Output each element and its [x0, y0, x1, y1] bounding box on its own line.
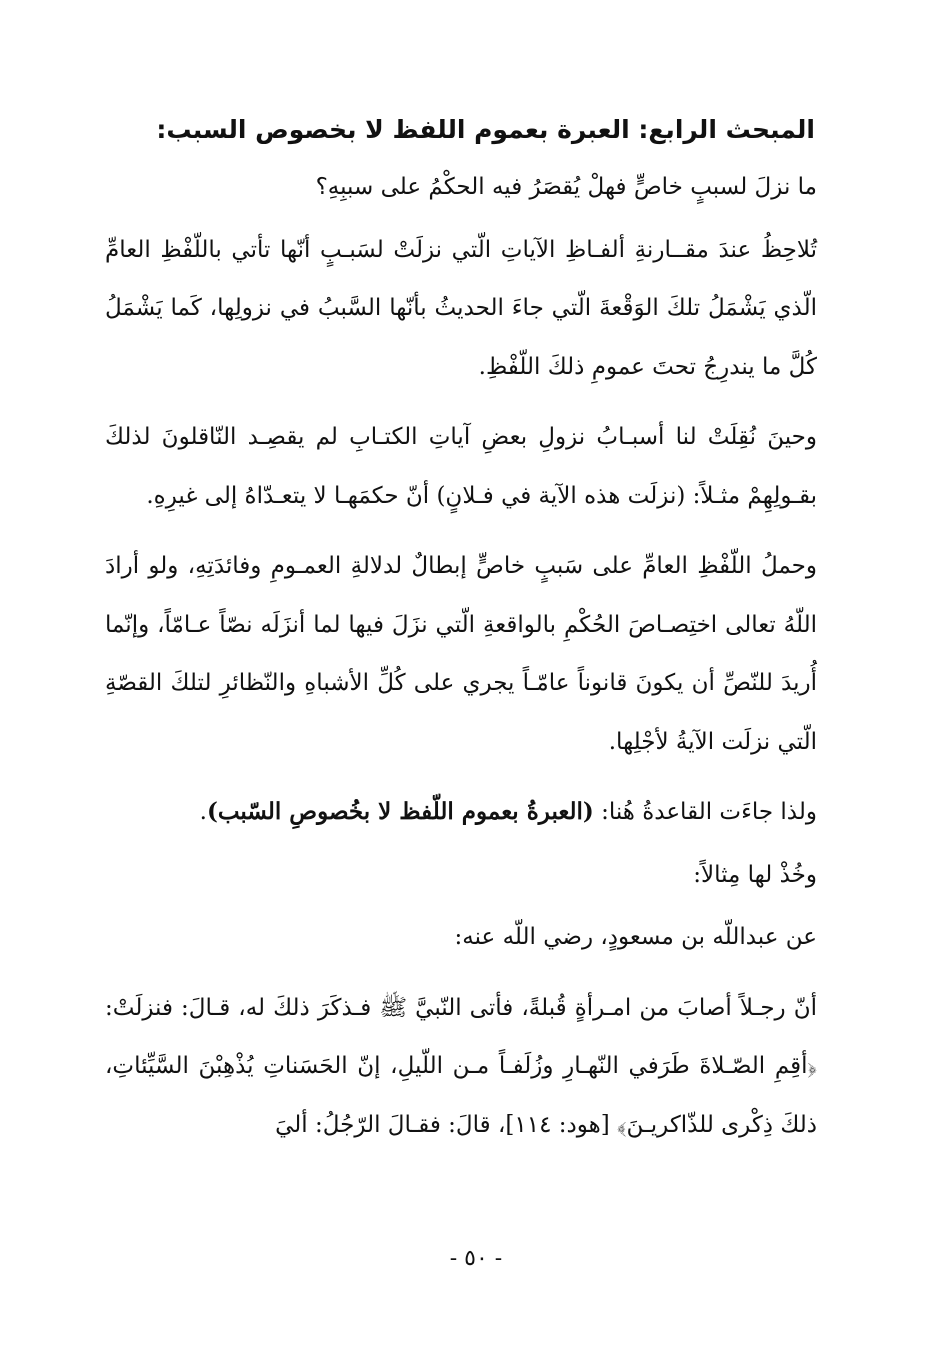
body-paragraph: وحينَ نُقِلَتْ لنا أسبـابُ نزولِ بعضِ آياتِ الكتـابِ لم يقصِـد النّاقلونَ لذلكَ بقـولِهِمْ مثـلاً: (نزلَت هذه الآية في فـلانٍ) أنّ حكمَهـا لا يتعـدّاهُ إلى غيرِهِ.	[105, 424, 817, 509]
section-heading: المبحث الرابع: العبرة بعموم اللفظ لا بخصوص السبب:	[156, 115, 815, 144]
question-paragraph: ما نزلَ لسببٍ خاصٍّ فهلْ يُقصَرُ فيه الحكْمُ على سببِهِ؟	[315, 174, 817, 200]
rule-paragraph	[105, 783, 817, 842]
rule-prefix: ولذا جاءَت القاعدةُ هُنا:	[593, 799, 817, 825]
body-paragraph: وحملُ اللّفْظِ العامِّ على سَببٍ خاصٍّ إبطالٌ لدلالةِ العمـومِ وفائدَتِهِ، ولو أرادَ اللّهُ تعالى اختِصـاصَ الحُكْمِ بالواقعةِ الّتي نزَلَ فيها لما أنزَلَه نصّاً عـامّاً، وإنّما أُريدَ للنّصِّ أن يكونَ قانوناً عامّـاً يجري على كُلِّ الأشباهِ والنّظائرِ لتلكَ القصّةِ الّتي نزلَت الآيةُ لأجْلِها.	[105, 553, 817, 755]
page-number: - ٥٠ -	[449, 1246, 503, 1271]
rule-statement: (العبرةُ بعموم اللّفظ لا بخُصوصِ السّبب)	[206, 798, 594, 825]
hadith-paragraph: أنّ رجـلاً أصابَ من امـرأةٍ قُبلةً، فأتى النّبيَّ ﷺ فـذكَرَ ذلكَ له، قـالَ: فنزلَتْ: ﴿أقِمِ الصّـلاةَ طَرَفي النّهـارِ وزُلَفـاً مـن اللّيلِ، إنّ الحَسَناتِ يُذْهِبْنَ السَّيِّئاتِ، ذلكَ ذِكْرى للذّاكريـنَ﴾ [هود: ١١٤]، قالَ: فقـالَ الرّجُلُ: أليَ	[105, 994, 817, 1138]
rule-suffix: .	[199, 799, 207, 825]
body-paragraph: تُلاحِظُ عندَ مقــارنةِ ألفـاظِ الآياتِ الّتي نزلَتْ لسَبـبٍ أنّها تأتي باللّفْظِ العامِّ الّذي يَشْمَلُ تلكَ الوَقْعةَ الّتي جاءَ الحديثُ بأنّها السَّببُ في نزولِها، كَما يَشْمَلُ كُلَّ ما يندرِجُ تحتَ عمومِ ذلكَ اللّفْظِ.	[105, 236, 817, 380]
document-page	[105, 108, 817, 1308]
example-intro: وخُذْ لها مِثالاً:	[693, 861, 817, 888]
narrator-line: عن عبداللّه بن مسعودٍ، رضي اللّه عنه:	[454, 924, 817, 950]
